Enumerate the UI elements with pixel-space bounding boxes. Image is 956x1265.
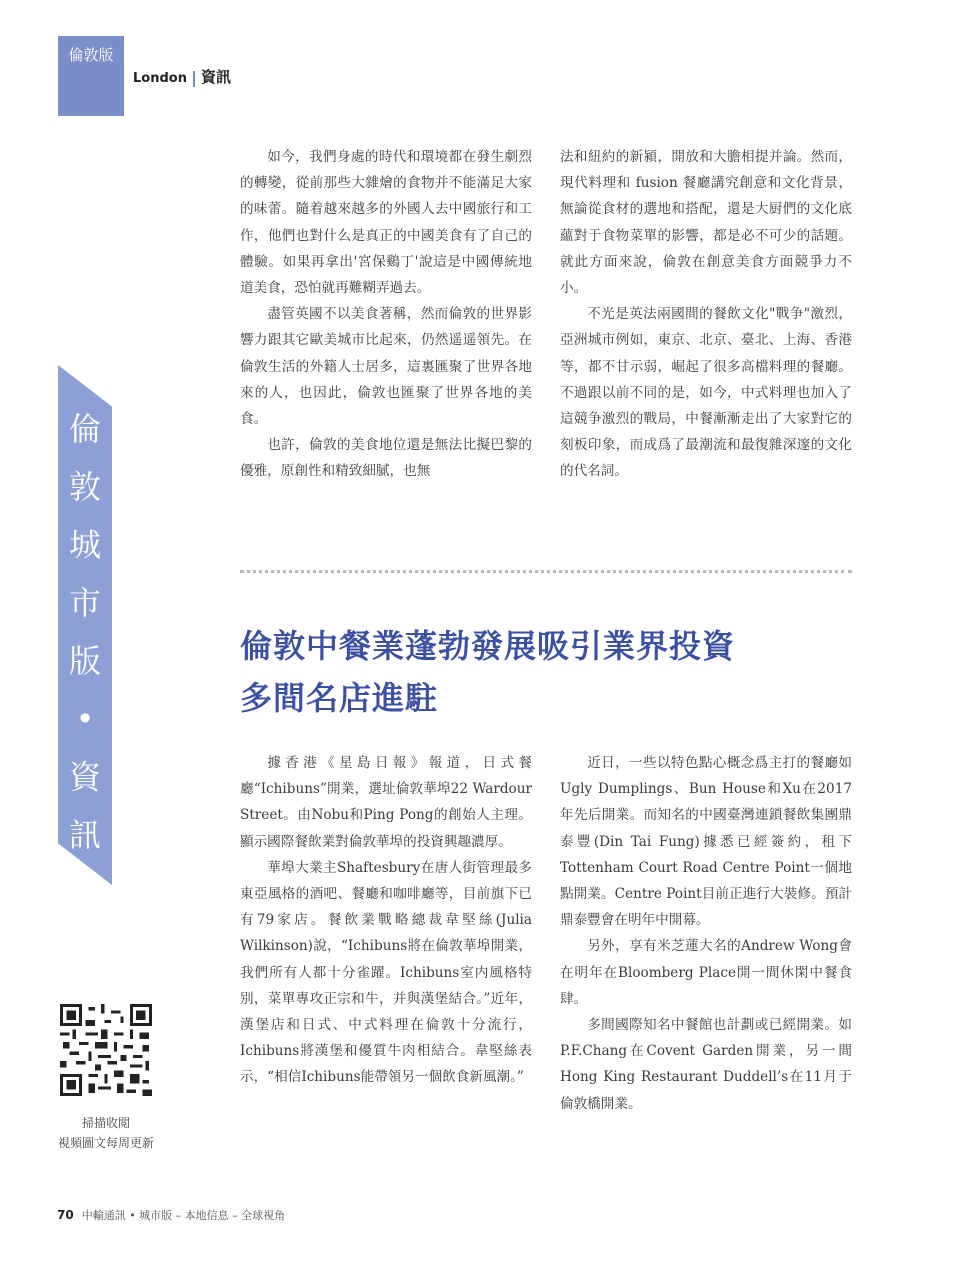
vertical-char: 訊	[68, 816, 101, 854]
paragraph: 近日，一些以特色點心概念爲主打的餐廳如Ugly Dumplings、Bun House和Xu在2017年先后開業。而知名的中國臺灣連鎖餐飲集團鼎泰豐(Din Tai Fung)據悉已經簽約，租下Tottenham Court Road Centre Point一個地點開業。Centre Point目前正進行大裝修。預計鼎泰豐會在明年中開幕。	[560, 755, 852, 929]
qr-code[interactable]	[60, 1004, 152, 1096]
paragraph: 盡管英國不以美食著稱，然而倫敦的世界影響力跟其它歐美城市比起來，仍然遥遥領先。在倫敦生活的外籍人士居多，這裏匯聚了世界各地來的人，也因此，倫敦也匯聚了世界各地的美食。	[240, 306, 532, 428]
vertical-char: 城	[68, 526, 101, 564]
qr-caption	[40, 1113, 172, 1153]
footer-text: 中輸通訊 • 城市版 – 本地信息 – 全球視角	[81, 1209, 286, 1222]
edition-tab-label: 倫敦版	[68, 46, 114, 64]
vertical-char: •	[75, 700, 95, 738]
edition-tab	[58, 36, 124, 116]
vertical-char: 資	[68, 758, 101, 796]
section-name-cn: 資訊	[200, 68, 231, 86]
headline-line: 倫敦中餐業蓬勃發展吸引業界投資	[240, 627, 736, 665]
paragraph: 不光是英法兩國間的餐飲文化"戰争"激烈，亞洲城市例如，東京、北京、臺北、上海、香港等，都不甘示弱，崛起了很多高檔料理的餐廳。不過跟以前不同的是，如今，中式料理也加入了這競争激烈的戰局，中餐漸漸走出了大家對它的刻板印象，而成爲了最潮流和最復雜深邃的文化的代名詞。	[560, 306, 852, 480]
article1-left-column	[240, 144, 532, 485]
article2-left-column	[240, 750, 532, 1091]
sidebar-vertical-title	[58, 400, 112, 864]
paragraph: 另外，享有米芝蓮大名的Andrew Wong會在明年在Bloomberg Place開一間休閑中餐食肆。	[560, 938, 852, 1007]
paragraph: 據香港《星島日報》報道，日式餐廳“Ichibuns”開業，選址倫敦華埠22 Wardour Street。由Nobu和Ping Pong的創始人主理。顯示國際餐飲業對倫敦華埠的投資興趣濃厚。	[240, 755, 532, 850]
qr-caption-line: 掃描收閲	[81, 1116, 130, 1130]
page-footer	[57, 1207, 285, 1223]
vertical-char: 版	[68, 642, 101, 680]
section-divider	[240, 570, 852, 573]
section-header	[133, 66, 231, 87]
vertical-char: 倫	[68, 410, 101, 448]
article2-headline	[240, 620, 860, 724]
paragraph: 多間國際知名中餐館也計劃或已經開業。如P.F.Chang在Covent Garden開業，另一間Hong King Restaurant Duddell’s在11月于倫敦橋開業。	[560, 1017, 852, 1112]
page-number: 70	[57, 1208, 74, 1222]
qr-caption-line: 視頻圖文每周更新	[57, 1136, 154, 1150]
headline-line: 多間名店進駐	[240, 679, 439, 717]
article1-right-column	[560, 144, 852, 485]
vertical-char: 市	[68, 584, 101, 622]
paragraph: 華埠大業主Shaftesbury在唐人街管理最多東亞風格的酒吧、餐廳和咖啡廳等，目前旗下已有79家店。餐飲業戰略總裁韋堅絲(Julia Wilkinson)說，“Ichibuns將在倫敦華埠開業，我們所有人都十分雀躍。Ichibuns室内風格特别，菜單專攻正宗和牛，并與漢堡結合。”近年，漢堡店和日式、中式料理在倫敦十分流行，Ichibuns將漢堡和優質牛肉相結合。韋堅絲表示，“相信Ichibuns能帶領另一個飲食新風潮。”	[240, 859, 532, 1086]
paragraph: 也許，倫敦的美食地位還是無法比擬巴黎的優雅，原創性和精致細膩，也無	[240, 437, 532, 480]
paragraph: 如今，我們身處的時代和環境都在發生劇烈的轉變，從前那些大雜燴的食物并不能滿足大家的味蕾。隨着越來越多的外國人去中國旅行和工作，他們也對什么是真正的中國美食有了自己的體驗。如果再拿出'宮保鷄丁'說這是中國傳統地道美食，恐怕就再難糊弄過去。	[240, 149, 532, 297]
section-name-en: London	[133, 71, 187, 86]
section-separator	[193, 71, 195, 87]
article2-right-column	[560, 750, 852, 1117]
vertical-char: 敦	[68, 468, 101, 506]
paragraph: 法和紐約的新潁，開放和大膽相提并論。然而，現代料理和 fusion 餐廳講究創意和文化背景，無論從食材的選地和搭配，還是大厨們的文化底蘊對于食物菜單的影響，都是必不可少的話題。就此方面來說，倫敦在創意美食方面競爭力不小。	[560, 149, 852, 297]
